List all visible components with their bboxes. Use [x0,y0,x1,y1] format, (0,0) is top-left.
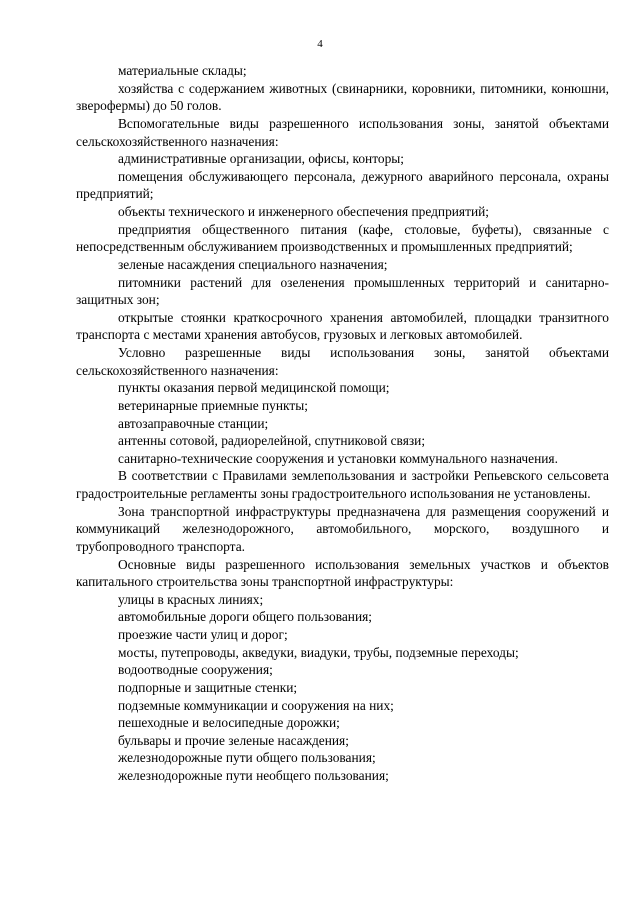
paragraph-9: питомники растений для озеленения промышленных территорий и санитарно-защитных зон; [76,274,609,308]
paragraph-23: мосты, путепроводы, акведуки, виадуки, трубы, подземные переходы; [118,644,519,660]
paragraph-18: Зона транспортной инфраструктуры предназначена для размещения сооружений и коммуникаций железнодорожного, автомобильного, морского, воздушного и трубопроводного транспорта. [76,503,609,554]
document-body [76,62,609,785]
paragraph-3: Вспомогательные виды разрешенного использования зоны, занятой объектами сельскохозяйственного назначения: [76,115,609,149]
paragraph-12: пункты оказания первой медицинской помощи; [118,380,390,396]
paragraph-21: автомобильные дороги общего пользования; [118,609,372,625]
paragraph-24: водоотводные сооружения; [118,662,273,678]
paragraph-14: автозаправочные станции; [118,415,269,431]
paragraph-27: пешеходные и велосипедные дорожки; [118,715,340,731]
paragraph-20: улицы в красных линиях; [118,591,264,607]
paragraph-26: подземные коммуникации и сооружения на них; [118,697,394,713]
paragraph-6: объекты технического и инженерного обеспечения предприятий; [118,204,489,219]
page-number: 4 [317,38,323,50]
paragraph-4: административные организации, офисы, конторы; [118,151,405,167]
paragraph-13: ветеринарные приемные пункты; [118,397,308,413]
paragraph-7: предприятия общественного питания (кафе, столовые, буфеты), связанные с непосредственным обслуживанием производственных и промышленных предприятий; [76,221,609,255]
paragraph-11: Условно разрешенные виды использования зоны, занятой объектами сельскохозяйственного назначения: [76,345,609,378]
paragraph-16: санитарно-технические сооружения и установки коммунального назначения. [118,450,558,466]
paragraph-29: железнодорожные пути общего пользования; [118,750,376,766]
paragraph-2: хозяйства с содержанием животных (свинарники, коровники, питомники, конюшни, зверофермы) до 50 голов. [76,80,609,114]
paragraph-10: открытые стоянки краткосрочного хранения автомобилей, площадки транзитного транспорта с местами хранения автобусов, грузовых и легковых автомобилей. [76,309,609,343]
paragraph-8: зеленые насаждения специального назначения; [118,256,388,272]
paragraph-1: материальные склады; [118,63,247,78]
paragraph-25: подпорные и защитные стенки; [118,679,298,695]
paragraph-30: железнодорожные пути необщего пользования; [118,768,389,783]
paragraph-5: помещения обслуживающего персонала, дежурного аварийного персонала, охраны предприятий; [76,168,609,202]
paragraph-28: бульвары и прочие зеленые насаждения; [118,732,349,748]
paragraph-19: Основные виды разрешенного использования земельных участков и объектов капитального строительства зоны транспортной инфраструктуры: [76,556,609,590]
paragraph-17: В соответствии с Правилами землепользования и застройки Репьевского сельсовета градостроительные регламенты зоны градостроительного использования не установлены. [76,468,609,501]
paragraph-15: антенны сотовой, радиорелейной, спутниковой связи; [118,433,426,449]
paragraph-22: проезжие части улиц и дорог; [118,627,288,642]
